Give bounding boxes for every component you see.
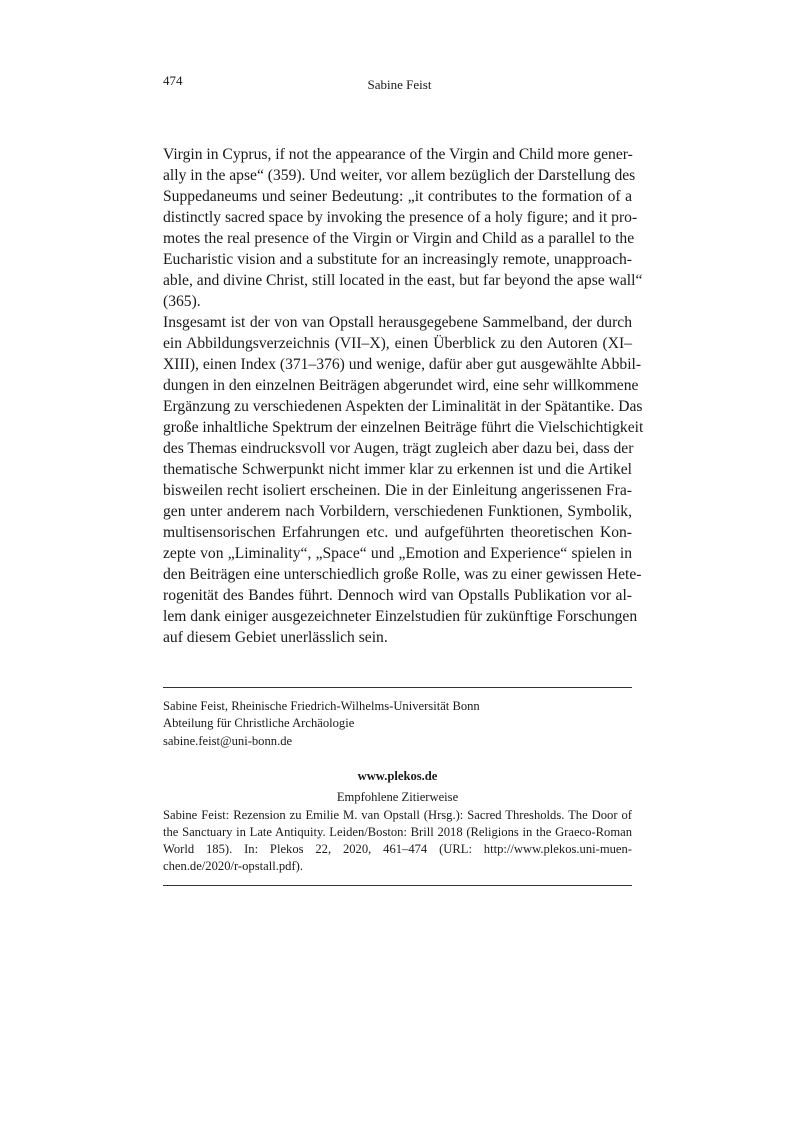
paragraph-1 — [163, 144, 643, 312]
citation-line: chen.de/2020/r-opstall.pdf). — [163, 859, 303, 874]
text-line: lem dank einiger ausgezeichneter Einzelstudien für zukünftige Forschungen — [163, 608, 638, 625]
text-line: auf diesem Gebiet unerlässlich sein. — [163, 629, 388, 646]
text-line: Ergänzung zu verschiedenen Aspekten der Liminalität in der Spätantike. Das — [163, 398, 643, 415]
text-line: ein Abbildungsverzeichnis (VII–X), einen Überblick zu den Autoren (XI– — [163, 335, 632, 352]
text-line: gen unter anderem nach Vorbildern, verschiedenen Funktionen, Symbolik, — [163, 503, 632, 520]
citation-line: the Sanctuary in Late Antiquity. Leiden/Boston: Brill 2018 (Religions in the Graeco-Roman — [163, 824, 632, 839]
citation-line: World 185). In: Plekos 22, 2020, 461–474 (URL: http://www.plekos.uni-muen- — [163, 842, 632, 857]
text-line: Insgesamt ist der von van Opstall herausgegebene Sammelband, der durch — [163, 314, 632, 331]
page-number: 474 — [163, 73, 183, 88]
text-line: den Beiträgen eine unterschiedlich große Rolle, was zu einer gewissen Hete- — [163, 566, 642, 583]
citation-heading: Empfohlene Zitierweise — [336, 790, 459, 805]
text-line: ally in the apse“ (359). Und weiter, vor allem bezüglich der Darstellung des — [163, 167, 636, 184]
text-line: des Themas eindrucksvoll vor Augen, trägt zugleich aber dazu bei, dass der — [163, 440, 634, 457]
text-line: bisweilen recht isoliert erscheinen. Die in der Einleitung angerissenen Fra- — [163, 482, 632, 499]
text-line: Suppedaneums und seiner Bedeutung: „it contributes to the formation of a — [163, 188, 632, 205]
running-head: Sabine Feist — [367, 77, 432, 92]
divider — [163, 687, 632, 688]
author-info — [163, 698, 632, 750]
text-line: Virgin in Cyprus, if not the appearance of the Virgin and Child more gener- — [163, 146, 633, 163]
text-line: Eucharistic vision and a substitute for an increasingly remote, unapproach- — [163, 251, 632, 268]
author-affiliation: Sabine Feist, Rheinische Friedrich-Wilhelms-Universität Bonn — [163, 699, 480, 713]
text-line: XIII), einen Index (371–376) und wenige, dafür aber gut ausgewählte Abbil- — [163, 356, 642, 373]
site-link[interactable]: www.plekos.de — [357, 769, 438, 783]
citation-block — [163, 768, 632, 876]
text-line: able, and divine Christ, still located in the east, but far beyond the apse wall“ — [163, 272, 643, 289]
text-line: multisensorischen Erfahrungen etc. und aufgeführten theoretischen Kon- — [163, 524, 632, 541]
text-line: (365). — [163, 293, 201, 310]
text-line: zepte von „Liminality“, „Space“ und „Emotion and Experience“ spielen in — [163, 545, 632, 562]
text-line: rogenität des Bandes führt. Dennoch wird van Opstalls Publikation vor al- — [163, 587, 632, 604]
author-email[interactable]: sabine.feist@uni-bonn.de — [163, 733, 293, 748]
text-line: große inhaltliche Spektrum der einzelnen Beiträge führt die Vielschichtigkeit — [163, 419, 644, 436]
divider — [163, 885, 632, 886]
paragraph-2 — [163, 312, 644, 648]
author-department: Abteilung für Christliche Archäologie — [163, 716, 355, 731]
text-line: dungen in den einzelnen Beiträgen abgerundet wird, eine sehr willkommene — [163, 377, 639, 394]
text-line: motes the real presence of the Virgin or Virgin and Child as a parallel to the — [163, 230, 635, 247]
text-line: thematische Schwerpunkt nicht immer klar zu erkennen ist und die Artikel — [163, 461, 632, 478]
text-line: distinctly sacred space by invoking the presence of a holy figure; and it pro- — [163, 209, 638, 226]
citation-line: Sabine Feist: Rezension zu Emilie M. van Opstall (Hrsg.): Sacred Thresholds. The Door of — [163, 807, 632, 822]
